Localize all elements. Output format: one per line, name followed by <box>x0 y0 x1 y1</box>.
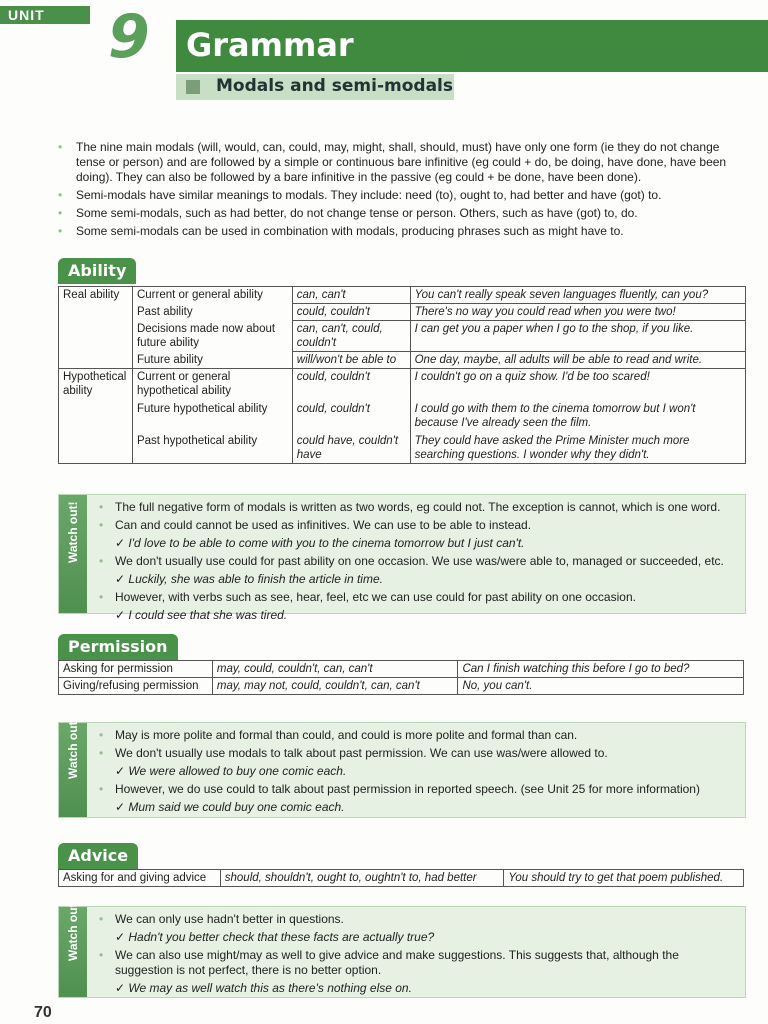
intro-list <box>58 140 738 242</box>
unit-label: UNIT <box>0 6 90 24</box>
table-cell: Past ability <box>132 304 292 321</box>
ability-category-cell: Hypothetical ability <box>59 369 133 464</box>
watch-example: ✓ We may as well watch this as there's nothing else on. <box>95 981 737 996</box>
watch-out-sidebar <box>59 717 87 817</box>
table-cell: should, shouldn't, ought to, oughtn't to, had better <box>220 870 504 887</box>
permission-table <box>58 660 744 695</box>
intro-item: • The nine main modals (will, would, can, could, may, might, shall, should, must) have only one form (ie they do not change tense or person) and are followed by a simple or continuous bare infinitive (eg could + do, be doing, have done, have been doing). They can also be followed by a bare infinitive in the passive (eg could + be done, have been done). <box>58 140 738 185</box>
table-cell: Future hypothetical ability <box>132 401 292 433</box>
watch-out-box <box>58 494 746 622</box>
table-cell: could, couldn't <box>292 401 410 433</box>
table-row <box>59 678 744 695</box>
page-title: Grammar <box>186 26 354 64</box>
table-cell: Current or general hypothetical ability <box>132 369 292 401</box>
advice-table <box>58 869 744 887</box>
subtitle-square-icon <box>186 80 200 94</box>
table-cell: can, can't, could, couldn't <box>292 321 410 352</box>
table-cell: You should try to get that poem published. <box>504 870 744 887</box>
table-cell: I couldn't go on a quiz show. I'd be too scared! <box>410 369 745 401</box>
table-cell: No, you can't. <box>458 678 744 695</box>
permission-tab: Permission <box>58 634 178 660</box>
table-cell: They could have asked the Prime Minister much more searching questions. I wonder why they didn't. <box>410 433 745 464</box>
table-row <box>59 870 744 887</box>
watch-out-sidebar <box>59 899 87 997</box>
table-cell: You can't really speak seven languages fluently, can you? <box>410 287 745 304</box>
table-row <box>59 433 746 464</box>
table-cell: Current or general ability <box>132 287 292 304</box>
table-row <box>59 661 744 678</box>
watch-item: • We don't usually use modals to talk about past permission. We can use was/were allowed to. <box>95 746 737 761</box>
table-cell: can, can't <box>292 287 410 304</box>
ability-tab: Ability <box>58 258 136 284</box>
watch-item: • The full negative form of modals is written as two words, eg could not. The exception is cannot, which is one word. <box>95 500 737 515</box>
table-cell: One day, maybe, all adults will be able to read and write. <box>410 352 745 369</box>
watch-out-box <box>58 899 746 998</box>
watch-example: ✓ We were allowed to buy one comic each. <box>95 764 737 779</box>
table-cell: could, couldn't <box>292 369 410 401</box>
ability-table <box>58 286 746 464</box>
watch-item: • We can also use might/may as well to give advice and make suggestions. This suggests that, although the suggestion is not perfect, there is no better option. <box>95 948 737 978</box>
table-cell: Asking for permission <box>59 661 213 678</box>
watch-example: ✓ Mum said we could buy one comic each. <box>95 800 737 815</box>
watch-item: • We don't usually use could for past ability on one occasion. We use was/were able to, managed or succeeded, etc. <box>95 554 737 569</box>
watch-out-sidebar <box>59 495 87 613</box>
table-cell: Future ability <box>132 352 292 369</box>
table-cell: I can get you a paper when I go to the shop, if you like. <box>410 321 745 352</box>
table-cell: Asking for and giving advice <box>59 870 221 887</box>
watch-item: • Can and could cannot be used as infinitives. We can use to be able to instead. <box>95 518 737 533</box>
page-number: 70 <box>34 1004 52 1021</box>
table-cell: Giving/refusing permission <box>59 678 213 695</box>
table-cell: Past hypothetical ability <box>132 433 292 464</box>
table-cell: will/won't be able to <box>292 352 410 369</box>
watch-item: • May is more polite and formal than could, and could is more polite and formal than can. <box>95 728 737 743</box>
page-subtitle: Modals and semi-modals <box>216 76 453 96</box>
table-row <box>59 401 746 433</box>
intro-item: • Some semi-modals can be used in combination with modals, producing phrases such as might have to. <box>58 224 738 239</box>
table-cell: I could go with them to the cinema tomorrow but I won't because I've already seen the film. <box>410 401 745 433</box>
table-cell: Can I finish watching this before I go to bed? <box>458 661 744 678</box>
table-cell: may, could, couldn't, can, can't <box>212 661 458 678</box>
watch-item: • However, with verbs such as see, hear, feel, etc we can use could for past ability on one occasion. <box>95 590 737 605</box>
watch-example: ✓ I'd love to be able to come with you to the cinema tomorrow but I just can't. <box>95 536 737 551</box>
intro-item: • Some semi-modals, such as had better, do not change tense or person. Others, such as have (got) to, do. <box>58 206 738 221</box>
table-cell: Decisions made now about future ability <box>132 321 292 352</box>
ability-category-cell: Real ability <box>59 287 133 369</box>
table-row <box>59 304 746 321</box>
watch-out-label: Watch out! <box>66 501 80 563</box>
watch-out-label: Watch out! <box>66 899 80 961</box>
watch-item: • We can only use hadn't better in questions. <box>95 912 737 927</box>
table-row <box>59 352 746 369</box>
watch-out-label: Watch out! <box>66 717 80 779</box>
table-cell: could, couldn't <box>292 304 410 321</box>
table-cell: may, may not, could, couldn't, can, can't <box>212 678 458 695</box>
table-row <box>59 321 746 352</box>
unit-number: 9 <box>108 2 150 72</box>
table-cell: There's no way you could read when you were two! <box>410 304 745 321</box>
table-cell: could have, couldn't have <box>292 433 410 464</box>
watch-item: • However, we do use could to talk about past permission in reported speech. (see Unit 25 for more information) <box>95 782 737 797</box>
watch-example: ✓ I could see that she was tired. <box>95 608 737 623</box>
watch-example: ✓ Luckily, she was able to finish the article in time. <box>95 572 737 587</box>
watch-example: ✓ Hadn't you better check that these facts are actually true? <box>95 930 737 945</box>
table-row <box>59 369 746 401</box>
watch-out-box <box>58 717 746 818</box>
table-row <box>59 287 746 304</box>
advice-tab: Advice <box>58 843 138 869</box>
intro-item: • Semi-modals have similar meanings to modals. They include: need (to), ought to, had better and have (got) to. <box>58 188 738 203</box>
